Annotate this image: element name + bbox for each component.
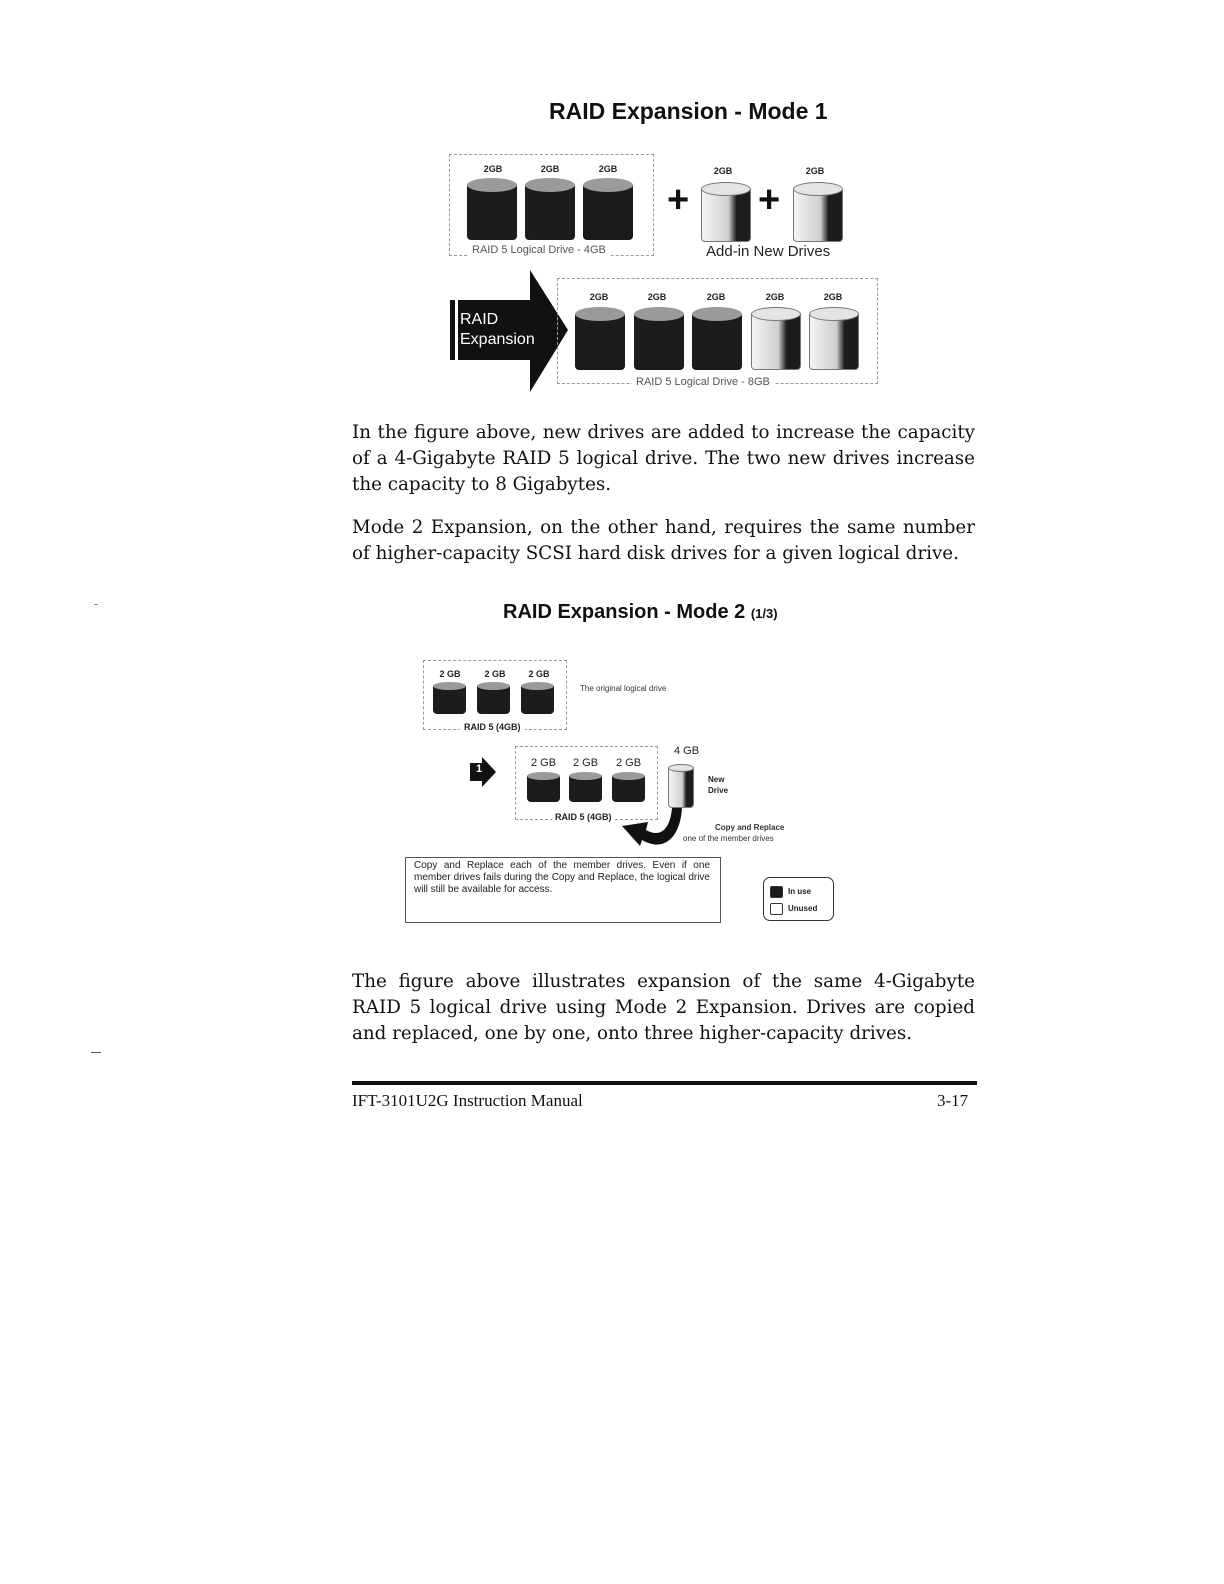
disk-drive-icon xyxy=(527,772,560,802)
legend-unused xyxy=(770,903,817,915)
drive-capacity-label: 2 GB xyxy=(484,669,506,679)
arrow-label-raid: RAID xyxy=(460,311,499,328)
disk-drive-icon xyxy=(692,307,742,370)
drive-capacity-label: 2GB xyxy=(713,166,733,176)
disk-drive-icon xyxy=(525,178,575,240)
legend xyxy=(763,877,834,921)
drive-capacity-label: 2 GB xyxy=(531,757,557,769)
original-group-label: RAID 5 (4GB) xyxy=(460,722,525,732)
scan-speck xyxy=(91,1052,101,1053)
disk-drive-icon xyxy=(634,307,684,370)
drive-capacity-label: 2GB xyxy=(540,164,560,174)
in-use-swatch-icon xyxy=(770,886,783,898)
disk-drive-icon xyxy=(569,772,602,802)
disk-drive-icon xyxy=(467,178,517,240)
disk-drive-icon xyxy=(477,682,510,714)
drive-capacity-label: 2GB xyxy=(589,292,609,302)
expanded-group-label: RAID 5 Logical Drive - 8GB xyxy=(632,376,774,388)
disk-drive-icon xyxy=(575,307,625,370)
drive-capacity-label: 2 GB xyxy=(616,757,642,769)
step-group-label: RAID 5 (4GB) xyxy=(552,812,615,822)
figure1-title: RAID Expansion - Mode 1 xyxy=(549,98,828,124)
arrow-label-expansion: Expansion xyxy=(460,331,535,348)
paragraph-1: In the figure above, new drives are added to increase the capacity of a 4-Gigabyte RAID 5 logical drive. The two new drives increase the capacity to 8 Gigabytes. xyxy=(352,422,975,495)
original-drive-description: The original logical drive xyxy=(580,684,667,693)
plus-icon: + xyxy=(758,179,781,221)
original-group-label: RAID 5 Logical Drive - 4GB xyxy=(468,244,610,256)
figure2-title-suffix: (1/3) xyxy=(750,606,778,621)
paragraph-3: The figure above illustrates expansion of the same 4-Gigabyte RAID 5 logical drive using Mode 2 Expansion. Drives are copied and replaced, one by one, onto three higher-capacity drives. xyxy=(352,971,975,1044)
disk-drive-icon xyxy=(751,307,801,370)
drive-capacity-label: 2GB xyxy=(765,292,785,302)
step-1-arrow-icon xyxy=(470,757,496,787)
copy-replace-label-line2: one of the member drives xyxy=(683,834,774,843)
copy-replace-arrow-icon xyxy=(618,800,698,860)
legend-in-use-label: In use xyxy=(788,887,812,897)
drive-capacity-label: 2GB xyxy=(823,292,843,302)
figure2-title-text: RAID Expansion - Mode 2 xyxy=(503,601,746,623)
disk-drive-icon xyxy=(583,178,633,240)
drive-capacity-label: 2 GB xyxy=(439,669,461,679)
disk-drive-icon xyxy=(612,772,645,802)
figure2-title xyxy=(503,601,778,624)
disk-drive-icon xyxy=(809,307,859,370)
disk-drive-icon xyxy=(433,682,466,714)
drive-capacity-label: 2 GB xyxy=(528,669,550,679)
drive-capacity-label: 2GB xyxy=(483,164,503,174)
plus-icon: + xyxy=(667,179,690,221)
footer-manual-title: IFT-3101U2G Instruction Manual xyxy=(352,1091,583,1110)
new-drive-label-line2: Drive xyxy=(708,786,729,795)
step-number: 1 xyxy=(476,763,483,775)
drive-capacity-label: 2GB xyxy=(647,292,667,302)
legend-in-use xyxy=(770,886,811,898)
drive-capacity-label: 2GB xyxy=(805,166,825,176)
copy-replace-label-line1: Copy and Replace xyxy=(715,823,785,832)
drive-capacity-label: 2 GB xyxy=(573,757,599,769)
copy-replace-note: Copy and Replace each of the member drives. Even if one member drives fails during the Copy and Replace, the logical drive will still be available for access. xyxy=(405,857,721,923)
paragraph-2: Mode 2 Expansion, on the other hand, requires the same number of higher-capacity SCSI hard disk drives for a given logical drive. xyxy=(352,517,975,564)
new-drive-label-line1: New xyxy=(708,775,725,784)
new-disk-drive-icon xyxy=(701,182,751,242)
unused-swatch-icon xyxy=(770,903,783,915)
footer-page-number: 3-17 xyxy=(937,1091,969,1110)
add-in-new-drives-label: Add-in New Drives xyxy=(706,243,831,260)
legend-unused-label: Unused xyxy=(788,904,818,914)
new-disk-drive-icon xyxy=(793,182,843,242)
footer-rule xyxy=(352,1081,977,1085)
disk-drive-icon xyxy=(521,682,554,714)
new-drive-capacity: 4 GB xyxy=(674,745,700,757)
drive-capacity-label: 2GB xyxy=(598,164,618,174)
scan-speck xyxy=(94,604,98,605)
drive-capacity-label: 2GB xyxy=(706,292,726,302)
